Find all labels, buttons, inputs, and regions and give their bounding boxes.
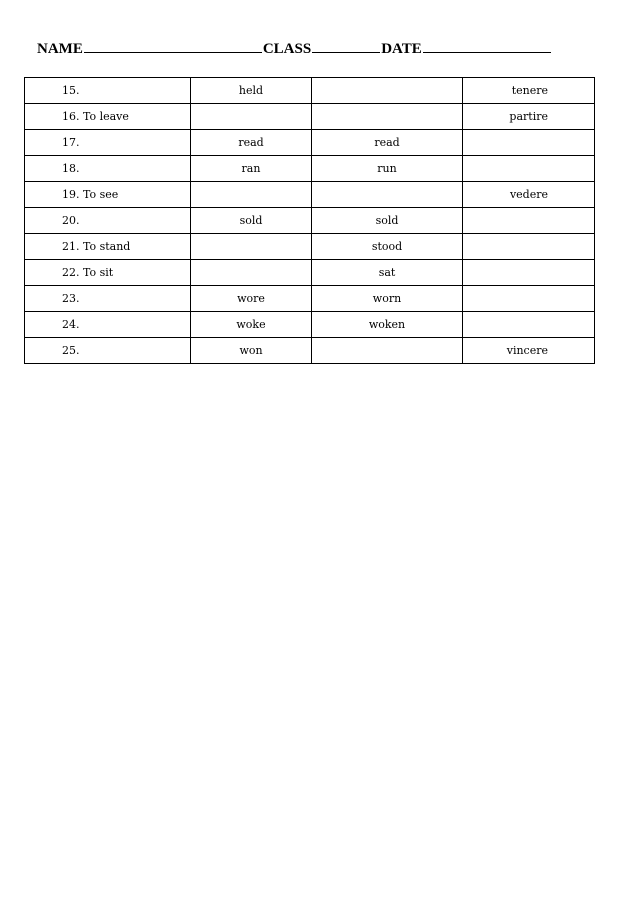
cell-number-infinitive: 17. [25,130,191,156]
table-row [25,234,595,260]
cell-past-simple: held [191,78,312,104]
table-row [25,182,595,208]
date-blank[interactable] [423,38,551,53]
cell-past-participle: run [312,156,463,182]
cell-past-simple: ran [191,156,312,182]
cell-number-infinitive: 24. [25,312,191,338]
cell-past-simple [191,260,312,286]
cell-past-participle [312,338,463,364]
cell-italian [463,286,595,312]
cell-number-infinitive: 18. [25,156,191,182]
cell-past-simple: woke [191,312,312,338]
cell-past-participle [312,104,463,130]
cell-past-simple [191,104,312,130]
cell-past-participle: read [312,130,463,156]
date-label: DATE [381,41,422,57]
cell-past-participle [312,182,463,208]
table-row [25,208,595,234]
name-blank[interactable] [84,38,262,53]
cell-past-participle [312,78,463,104]
cell-italian [463,234,595,260]
class-blank[interactable] [312,38,380,53]
cell-italian [463,260,595,286]
cell-number-infinitive: 22. To sit [25,260,191,286]
cell-past-participle: sat [312,260,463,286]
verb-table [24,77,595,364]
table-row [25,78,595,104]
cell-past-simple: won [191,338,312,364]
cell-italian: tenere [463,78,595,104]
cell-italian [463,312,595,338]
cell-italian: partire [463,104,595,130]
table-row [25,338,595,364]
cell-italian: vincere [463,338,595,364]
cell-past-participle: sold [312,208,463,234]
cell-past-participle: stood [312,234,463,260]
name-label: NAME [37,41,83,57]
cell-past-participle: worn [312,286,463,312]
cell-number-infinitive: 25. [25,338,191,364]
cell-italian [463,130,595,156]
cell-past-participle: woken [312,312,463,338]
header-line [37,38,585,58]
cell-number-infinitive: 16. To leave [25,104,191,130]
cell-italian [463,208,595,234]
cell-italian: vedere [463,182,595,208]
table-row [25,130,595,156]
cell-italian [463,156,595,182]
table-row [25,312,595,338]
cell-past-simple: sold [191,208,312,234]
cell-number-infinitive: 20. [25,208,191,234]
table-row [25,286,595,312]
cell-past-simple [191,182,312,208]
cell-past-simple: read [191,130,312,156]
class-label: CLASS [262,41,312,57]
cell-number-infinitive: 19. To see [25,182,191,208]
table-row [25,104,595,130]
cell-past-simple [191,234,312,260]
table-row [25,260,595,286]
cell-number-infinitive: 23. [25,286,191,312]
table-row [25,156,595,182]
cell-past-simple: wore [191,286,312,312]
cell-number-infinitive: 15. [25,78,191,104]
cell-number-infinitive: 21. To stand [25,234,191,260]
